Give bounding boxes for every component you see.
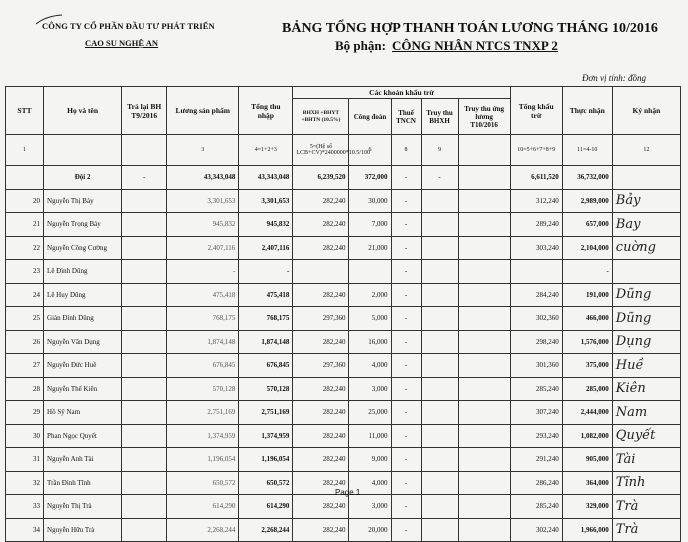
cell-bh (293, 260, 349, 284)
cell-name: Giản Đình Dũng (44, 307, 122, 331)
company-subname: CAO SU NGHỆ AN (85, 38, 158, 48)
cell-tn: 905,000 (562, 448, 612, 472)
col-tong-thu-nhap: Tổng thu nhập (239, 87, 293, 135)
cell-tong: 1,874,148 (239, 330, 293, 354)
cell-tkt: 307,240 (510, 401, 562, 425)
group-row (6, 166, 681, 190)
cell-stt: 27 (6, 354, 44, 378)
cell-luong_sp: 614,290 (167, 495, 239, 519)
cell-tong: 570,128 (239, 377, 293, 401)
cell-bhxh (421, 424, 458, 448)
cell-bhxh (421, 401, 458, 425)
cell-thue: - (391, 495, 421, 519)
cell-bh: 282,240 (293, 495, 349, 519)
page-title: BẢNG TỔNG HỢP THANH TOÁN LƯƠNG THÁNG 10/2016 (282, 21, 658, 36)
signature: Dũng (612, 283, 680, 307)
cell-cd: 5,000 (349, 307, 391, 331)
num-c8: 8 (391, 135, 421, 166)
table-row (6, 260, 681, 284)
table-row (6, 307, 681, 331)
cell-luong_sp: 1,374,959 (167, 424, 239, 448)
cell-thue: - (391, 260, 421, 284)
signature: Tài (612, 448, 680, 472)
table-row (6, 236, 681, 260)
cell-bh: 282,240 (293, 471, 349, 495)
cell-luong_sp: 676,845 (167, 354, 239, 378)
cell-bhxh (421, 307, 458, 331)
unit-note: Đơn vị tính: đồng (582, 73, 647, 83)
col-truy-thu-luong: Truy thu ứng lương T10/2016 (458, 99, 510, 135)
cell-tkt: 303,240 (510, 236, 562, 260)
table-row (6, 354, 681, 378)
col-thue: Thuế TNCN (391, 99, 421, 135)
cell-cd: 30,000 (349, 189, 391, 213)
group-thuc-nhan: 36,732,000 (562, 166, 612, 190)
cell-bhxh (421, 354, 458, 378)
cell-cd: 25,000 (349, 401, 391, 425)
table-row (6, 377, 681, 401)
cell-thue: - (391, 307, 421, 331)
cell-luong_sp: 768,175 (167, 307, 239, 331)
cell-bh: 282,240 (293, 189, 349, 213)
table-row (6, 189, 681, 213)
table-row (6, 448, 681, 472)
group-truy-thu-bhxh: - (421, 166, 458, 190)
signature: Tĩnh (612, 471, 680, 495)
cell-stt: 26 (6, 330, 44, 354)
signature: Bảy (612, 189, 680, 213)
department-label: Bộ phận: (335, 38, 386, 53)
table-row (6, 401, 681, 425)
cell-bh: 282,240 (293, 518, 349, 542)
cell-name: Lê Đình Dũng (44, 260, 122, 284)
cell-bh: 282,240 (293, 283, 349, 307)
cell-name: Nguyễn Anh Tài (44, 448, 122, 472)
cell-stt: 29 (6, 401, 44, 425)
num-c12: 12 (612, 135, 680, 166)
cell-luong_sp: 2,407,116 (167, 236, 239, 260)
table-row (6, 283, 681, 307)
table-row (6, 518, 681, 542)
cell-thue: - (391, 401, 421, 425)
cell-bhxh (421, 448, 458, 472)
cell-thue: - (391, 236, 421, 260)
cell-name: Phan Ngọc Quyết (44, 424, 122, 448)
cell-luong_sp: 1,196,054 (167, 448, 239, 472)
cell-tkt: 312,240 (510, 189, 562, 213)
cell-bh: 297,360 (293, 307, 349, 331)
cell-tn: 375,000 (562, 354, 612, 378)
cell-tong: 475,418 (239, 283, 293, 307)
cell-cd: 16,000 (349, 330, 391, 354)
cell-tong: 2,268,244 (239, 518, 293, 542)
cell-tkt: 289,240 (510, 213, 562, 237)
cell-tong: 768,175 (239, 307, 293, 331)
cell-tn: 1,576,000 (562, 330, 612, 354)
cell-tn: 2,104,000 (562, 236, 612, 260)
cell-luong_sp: 2,751,169 (167, 401, 239, 425)
cell-tn: 2,989,000 (562, 189, 612, 213)
department-value: CÔNG NHÂN NTCS TNXP 2 (392, 38, 558, 53)
signature: Dũng (612, 307, 680, 331)
cell-tkt (510, 260, 562, 284)
cell-luong_sp: 3,301,653 (167, 189, 239, 213)
cell-bhxh (421, 260, 458, 284)
cell-tkt: 293,240 (510, 424, 562, 448)
signature: cuờng (612, 236, 680, 260)
cell-tkt: 285,240 (510, 495, 562, 519)
group-tra-lai: - (122, 166, 167, 190)
cell-name: Nguyễn Đức Huề (44, 354, 122, 378)
cell-cd: 3,000 (349, 377, 391, 401)
cell-bhxh (421, 377, 458, 401)
cell-tkt: 284,240 (510, 283, 562, 307)
cell-tong: 3,301,653 (239, 189, 293, 213)
num-c11: 11=4-10 (562, 135, 612, 166)
cell-stt: 20 (6, 189, 44, 213)
cell-stt: 25 (6, 307, 44, 331)
signature: Trà (612, 495, 680, 519)
cell-thue: - (391, 283, 421, 307)
col-luong-sp: Lương sản phẩm (167, 87, 239, 135)
cell-tong: 650,572 (239, 471, 293, 495)
col-ky-nhan: Ký nhận (612, 87, 680, 135)
col-truy-thu-bhxh: Truy thu BHXH (421, 99, 458, 135)
group-name: Đội 2 (44, 166, 122, 190)
col-stt: STT (6, 87, 44, 135)
company-name: CÔNG TY CỔ PHẦN ĐẦU TƯ PHÁT TRIỂN (42, 21, 215, 31)
cell-bhxh (421, 189, 458, 213)
col-khau-tru-group: Các khoản khấu trừ (293, 87, 510, 99)
payroll-table (5, 86, 681, 542)
cell-name: Nguyễn Thế Kiên (44, 377, 122, 401)
cell-luong_sp: 650,572 (167, 471, 239, 495)
cell-cd: 11,000 (349, 424, 391, 448)
cell-bh: 297,360 (293, 354, 349, 378)
cell-tkt: 302,240 (510, 518, 562, 542)
cell-name: Hồ Sỹ Nam (44, 401, 122, 425)
cell-tn: - (562, 260, 612, 284)
num-c5: 5=(Hệ số LCB+CV)*2400000*10.5/100 (293, 135, 349, 166)
num-c1: 1 (6, 135, 44, 166)
table-row (6, 330, 681, 354)
cell-tong: - (239, 260, 293, 284)
cell-tong: 614,290 (239, 495, 293, 519)
cell-bh: 282,240 (293, 424, 349, 448)
cell-tn: 329,000 (562, 495, 612, 519)
cell-tn: 657,000 (562, 213, 612, 237)
group-tong-khau-tru: 6,611,520 (510, 166, 562, 190)
cell-stt: 34 (6, 518, 44, 542)
cell-stt: 33 (6, 495, 44, 519)
cell-tkt: 298,240 (510, 330, 562, 354)
cell-tn: 2,444,000 (562, 401, 612, 425)
cell-name: Trần Đình Tĩnh (44, 471, 122, 495)
cell-tn: 285,000 (562, 377, 612, 401)
cell-thue: - (391, 189, 421, 213)
signature (612, 260, 680, 284)
cell-bh: 282,240 (293, 236, 349, 260)
table-row (6, 424, 681, 448)
cell-tong: 1,196,054 (239, 448, 293, 472)
cell-thue: - (391, 330, 421, 354)
cell-name: Nguyễn Công Cường (44, 236, 122, 260)
cell-tkt: 291,240 (510, 448, 562, 472)
cell-cd: 2,000 (349, 283, 391, 307)
cell-bhxh (421, 330, 458, 354)
cell-thue: - (391, 354, 421, 378)
signature: Huề (612, 354, 680, 378)
col-thuc-nhan: Thực nhận (562, 87, 612, 135)
cell-tn: 466,000 (562, 307, 612, 331)
cell-stt: 22 (6, 236, 44, 260)
group-cong-doan: 372,000 (349, 166, 391, 190)
cell-luong_sp: 1,874,148 (167, 330, 239, 354)
header-row-1 (6, 87, 681, 99)
cell-cd: 21,000 (349, 236, 391, 260)
signature: Trà (612, 518, 680, 542)
signature: Dụng (612, 330, 680, 354)
cell-bhxh (421, 213, 458, 237)
cell-name: Nguyễn Hữu Trà (44, 518, 122, 542)
signature: Nam (612, 401, 680, 425)
cell-bh: 282,240 (293, 448, 349, 472)
cell-cd: 7,000 (349, 213, 391, 237)
cell-luong_sp: 2,268,244 (167, 518, 239, 542)
num-c6: 6 (349, 135, 391, 166)
col-name: Họ và tên (44, 87, 122, 135)
cell-tong: 2,407,116 (239, 236, 293, 260)
cell-thue: - (391, 377, 421, 401)
col-bh: BHXH +BHYT +BHTN (10.5%) (293, 99, 349, 135)
cell-cd (349, 260, 391, 284)
table-row (6, 213, 681, 237)
cell-tong: 1,374,959 (239, 424, 293, 448)
cell-luong_sp: 570,128 (167, 377, 239, 401)
cell-tkt: 302,360 (510, 307, 562, 331)
signature: Bay (612, 213, 680, 237)
cell-stt: 32 (6, 471, 44, 495)
cell-luong_sp: 945,832 (167, 213, 239, 237)
col-tra-lai-bh: Trả lại BH T9/2016 (122, 87, 167, 135)
cell-luong_sp: 475,418 (167, 283, 239, 307)
cell-bhxh (421, 495, 458, 519)
cell-thue: - (391, 471, 421, 495)
num-c4: 4=1+2+3 (239, 135, 293, 166)
column-number-row (6, 135, 681, 166)
num-c10: 10=5+6+7+8+9 (510, 135, 562, 166)
cell-name: Lê Huy Dũng (44, 283, 122, 307)
cell-cd: 3,000 (349, 495, 391, 519)
cell-tn: 1,966,000 (562, 518, 612, 542)
cell-bh: 282,240 (293, 213, 349, 237)
cell-bh: 282,240 (293, 377, 349, 401)
col-cong-doan: Công đoàn (349, 99, 391, 135)
group-thue: - (391, 166, 421, 190)
cell-thue: - (391, 424, 421, 448)
cell-name: Nguyễn Thị Trà (44, 495, 122, 519)
cell-stt: 21 (6, 213, 44, 237)
cell-thue: - (391, 213, 421, 237)
num-c3: 3 (167, 135, 239, 166)
cell-bh: 282,240 (293, 401, 349, 425)
cell-tkt: 301,360 (510, 354, 562, 378)
cell-bhxh (421, 283, 458, 307)
group-luong-sp: 43,343,048 (167, 166, 239, 190)
cell-tkt: 286,240 (510, 471, 562, 495)
signature: Quyết (612, 424, 680, 448)
cell-tn: 1,082,000 (562, 424, 612, 448)
cell-bh: 282,240 (293, 330, 349, 354)
group-tong-thu-nhap: 43,343,048 (239, 166, 293, 190)
cell-bhxh (421, 518, 458, 542)
cell-luong_sp: - (167, 260, 239, 284)
cell-cd: 4,000 (349, 471, 391, 495)
cell-thue: - (391, 448, 421, 472)
cell-stt: 28 (6, 377, 44, 401)
num-c9: 9 (421, 135, 458, 166)
cell-name: Nguyễn Văn Dụng (44, 330, 122, 354)
signature: Kiên (612, 377, 680, 401)
col-tong-khau-tru: Tổng khấu trừ (510, 87, 562, 135)
cell-thue: - (391, 518, 421, 542)
cell-bhxh (421, 471, 458, 495)
table-row (6, 495, 681, 519)
cell-cd: 4,000 (349, 354, 391, 378)
cell-stt: 30 (6, 424, 44, 448)
cell-name: Nguyễn Thị Bảy (44, 189, 122, 213)
cell-tkt: 285,240 (510, 377, 562, 401)
page-number: Page 1 (335, 488, 361, 497)
group-bh: 6,239,520 (293, 166, 349, 190)
cell-bhxh (421, 236, 458, 260)
cell-tn: 191,000 (562, 283, 612, 307)
cell-name: Nguyễn Trọng Bảy (44, 213, 122, 237)
cell-tong: 676,845 (239, 354, 293, 378)
cell-cd: 20,000 (349, 518, 391, 542)
cell-stt: 31 (6, 448, 44, 472)
cell-tong: 2,751,169 (239, 401, 293, 425)
cell-tong: 945,832 (239, 213, 293, 237)
cell-tn: 364,000 (562, 471, 612, 495)
cell-stt: 23 (6, 260, 44, 284)
cell-stt: 24 (6, 283, 44, 307)
cell-cd: 9,000 (349, 448, 391, 472)
